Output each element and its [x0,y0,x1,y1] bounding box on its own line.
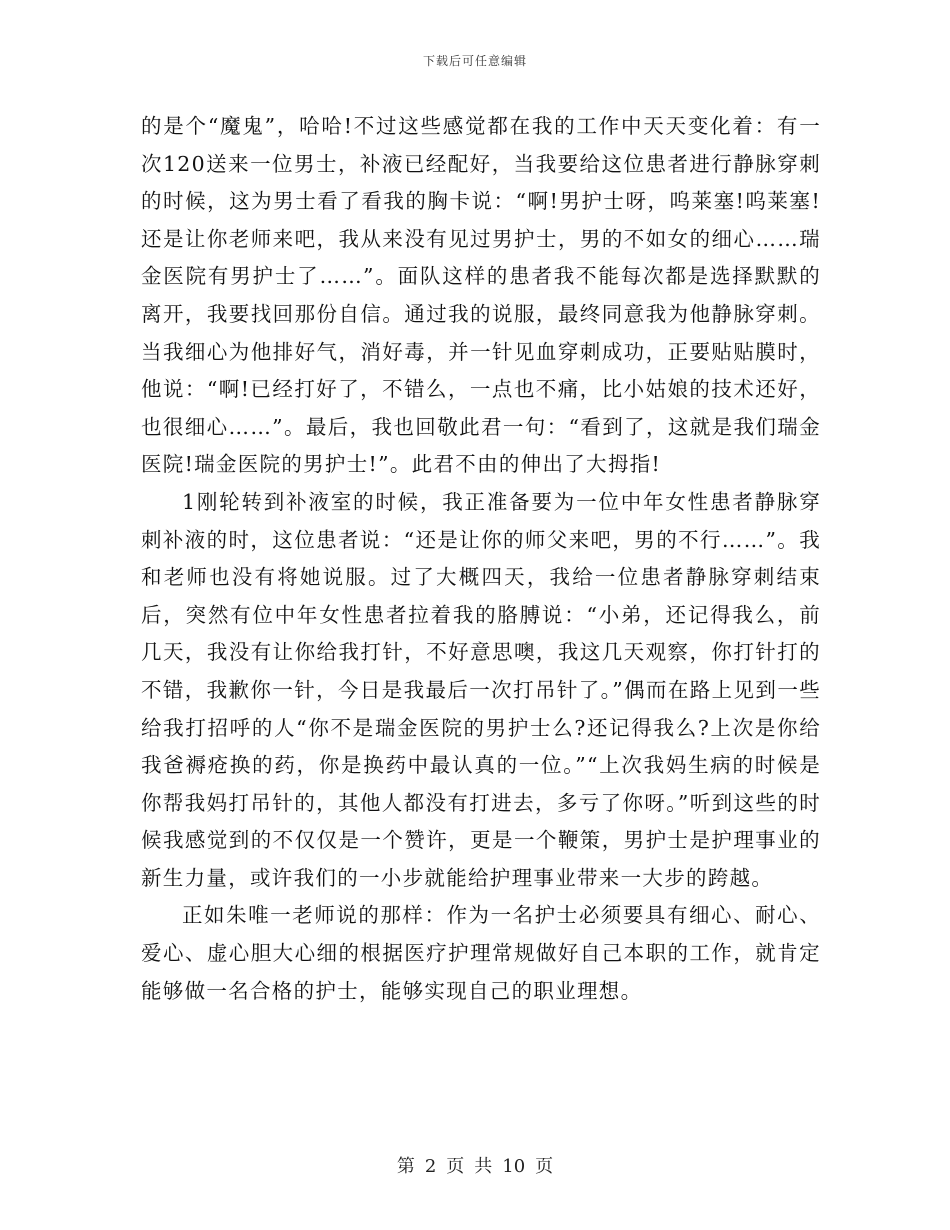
footer-suffix: 页 [535,1156,554,1177]
paragraph-2: 1刚轮转到补液室的时候，我正准备要为一位中年女性患者静脉穿刺补液的时，这位患者说：“还是让你的师父来吧，男的不行……”。我和老师也没有将她说服。过了大概四天，我给一位患者静脉穿刺结束后，突然有位中年女性患者拉着我的胳膊说：“小弟，还记得我么，前几天，我没有让你给我打针，不好意思噢，我这几天观察，你打针打的不错，我歉你一针，今日是我最后一次打吊针了。”偶而在路上见到一些给我打招呼的人“你不是瑞金医院的男护士么?还记得我么?上次是你给我爸褥疮换的药，你是换药中最认真的一位。”“上次我妈生病的时候是你帮我妈打吊针的，其他人都没有打进去，多亏了你呀。”听到这些的时候我感觉到的不仅仅是一个赞许，更是一个鞭策，男护士是护理事业的新生力量，或许我们的一小步就能给护理事业带来一大步的跨越。 [141,489,821,890]
page-footer [0,1152,950,1178]
paragraph-3: 正如朱唯一老师说的那样：作为一名护士必须要具有细心、耐心、爱心、虚心胆大心细的根据医疗护理常规做好自己本职的工作，就肯定能够做一名合格的护士，能够实现自己的职业理想。 [141,903,821,1003]
total-page-count: 10 [502,1156,526,1177]
footer-prefix: 第 [396,1156,415,1177]
footer-page-label: 页 [446,1156,465,1177]
footer-total-label: 共 [474,1156,493,1177]
current-page-number: 2 [424,1156,437,1177]
document-body [141,108,821,1010]
paragraph-1: 的是个“魔鬼”，哈哈!不过这些感觉都在我的工作中天天变化着：有一次120送来一位男士，补液已经配好，当我要给这位患者进行静脉穿刺的时候，这为男士看了看我的胸卡说：“啊!男护士呀，呜莱塞!呜莱塞!还是让你老师来吧，我从来没有见过男护士，男的不如女的细心……瑞金医院有男护士了……”。面队这样的患者我不能每次都是选择默默的离开，我要找回那份自信。通过我的说服，最终同意我为他静脉穿刺。当我细心为他排好气，消好毒，并一针见血穿刺成功，正要贴贴膜时，他说：“啊!已经打好了，不错么，一点也不痛，比小姑娘的技术还好，也很细心……”。最后，我也回敬此君一句：“看到了，这就是我们瑞金医院!瑞金医院的男护士!”。此君不由的伸出了大拇指! [141,114,821,477]
header-note: 下载后可任意编辑 [422,54,527,68]
